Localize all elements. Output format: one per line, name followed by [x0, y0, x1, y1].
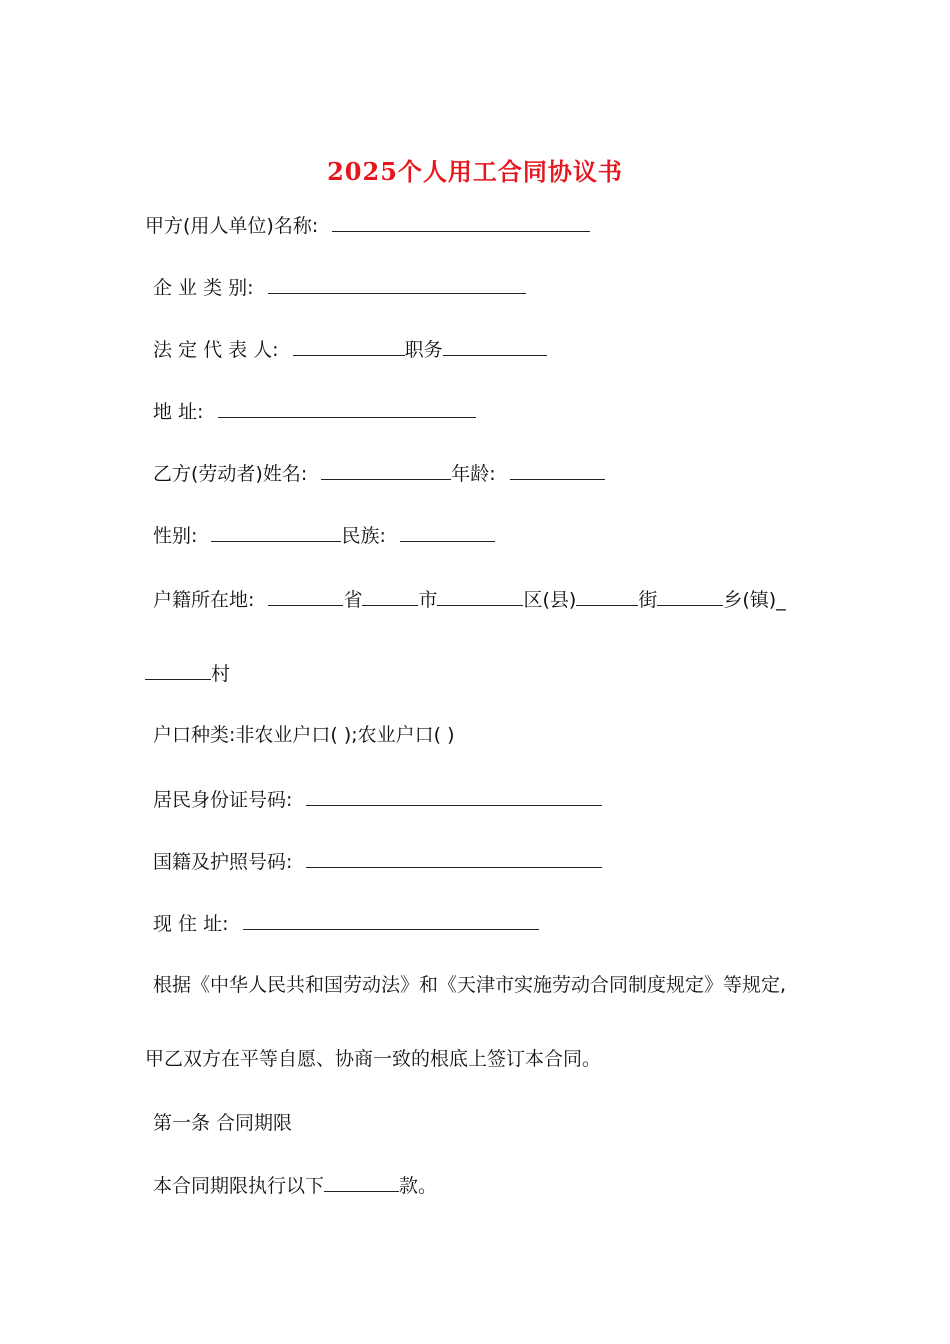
ethnicity-field[interactable]	[400, 522, 495, 542]
gender-row	[153, 522, 495, 549]
hukou-location-label: 户籍所在地:	[153, 589, 255, 611]
hukou-type-text: 户口种类:非农业户口( );农业户口( )	[153, 724, 455, 746]
township-label: 乡(镇)	[723, 589, 777, 611]
age-label: 年龄:	[451, 463, 496, 485]
enterprise-type-field[interactable]	[268, 274, 526, 294]
paragraph-line-1: 根据《中华人民共和国劳动法》和《天津市实施劳动合同制度规定》等规定,	[153, 974, 787, 996]
village-row	[145, 660, 230, 687]
township-tail: _	[776, 589, 786, 611]
township-field[interactable]	[657, 586, 723, 606]
party-b-name-row	[153, 460, 605, 487]
province-label: 省	[343, 589, 363, 611]
province-field[interactable]	[268, 586, 343, 606]
article-1-text-b: 款。	[399, 1175, 438, 1197]
id-number-field[interactable]	[306, 786, 602, 806]
district-field[interactable]	[437, 586, 523, 606]
village-label: 村	[211, 663, 231, 685]
party-a-name-row	[145, 212, 590, 239]
article-1-title: 第一条 合同期限	[153, 1112, 293, 1134]
position-field[interactable]	[443, 336, 547, 356]
district-label: 区(县)	[523, 589, 577, 611]
residence-row	[153, 910, 539, 937]
hukou-location-row	[153, 586, 786, 613]
party-a-address-field[interactable]	[218, 398, 476, 418]
id-number-label: 居民身份证号码:	[153, 789, 293, 811]
paragraph-line-2: 甲乙双方在平等自愿、协商一致的根底上签订本合同。	[145, 1048, 602, 1070]
gender-label: 性别:	[153, 525, 198, 547]
legal-rep-row	[153, 336, 547, 363]
hukou-type-row	[153, 722, 455, 748]
document-title: 2025个人用工合同协议书	[327, 157, 623, 186]
party-b-name-label: 乙方(劳动者)姓名:	[153, 463, 308, 485]
age-field[interactable]	[510, 460, 605, 480]
residence-label: 现 住 址:	[153, 913, 229, 935]
enterprise-type-label: 企 业 类 别:	[153, 277, 254, 299]
article-1-clause-field[interactable]	[324, 1172, 399, 1192]
party-a-name-label: 甲方(用人单位)名称:	[145, 215, 319, 237]
city-field[interactable]	[362, 586, 418, 606]
party-a-address-label: 地 址:	[153, 401, 204, 423]
party-a-name-field[interactable]	[332, 212, 590, 232]
legal-rep-label: 法 定 代 表 人:	[153, 339, 279, 361]
party-a-address-row	[153, 398, 476, 425]
position-label: 职务	[404, 339, 443, 361]
gender-field[interactable]	[211, 522, 341, 542]
street-label: 街	[638, 589, 658, 611]
enterprise-type-row	[153, 274, 526, 301]
legal-rep-field[interactable]	[293, 336, 405, 356]
article-1-text-a: 本合同期限执行以下	[153, 1175, 325, 1197]
street-field[interactable]	[576, 586, 638, 606]
id-number-row	[153, 786, 602, 813]
passport-row	[153, 848, 602, 875]
residence-field[interactable]	[243, 910, 539, 930]
passport-label: 国籍及护照号码:	[153, 851, 293, 873]
village-field[interactable]	[145, 660, 211, 680]
ethnicity-label: 民族:	[341, 525, 386, 547]
party-b-name-field[interactable]	[321, 460, 451, 480]
passport-field[interactable]	[306, 848, 602, 868]
city-label: 市	[418, 589, 438, 611]
article-1-text-row	[153, 1172, 437, 1199]
